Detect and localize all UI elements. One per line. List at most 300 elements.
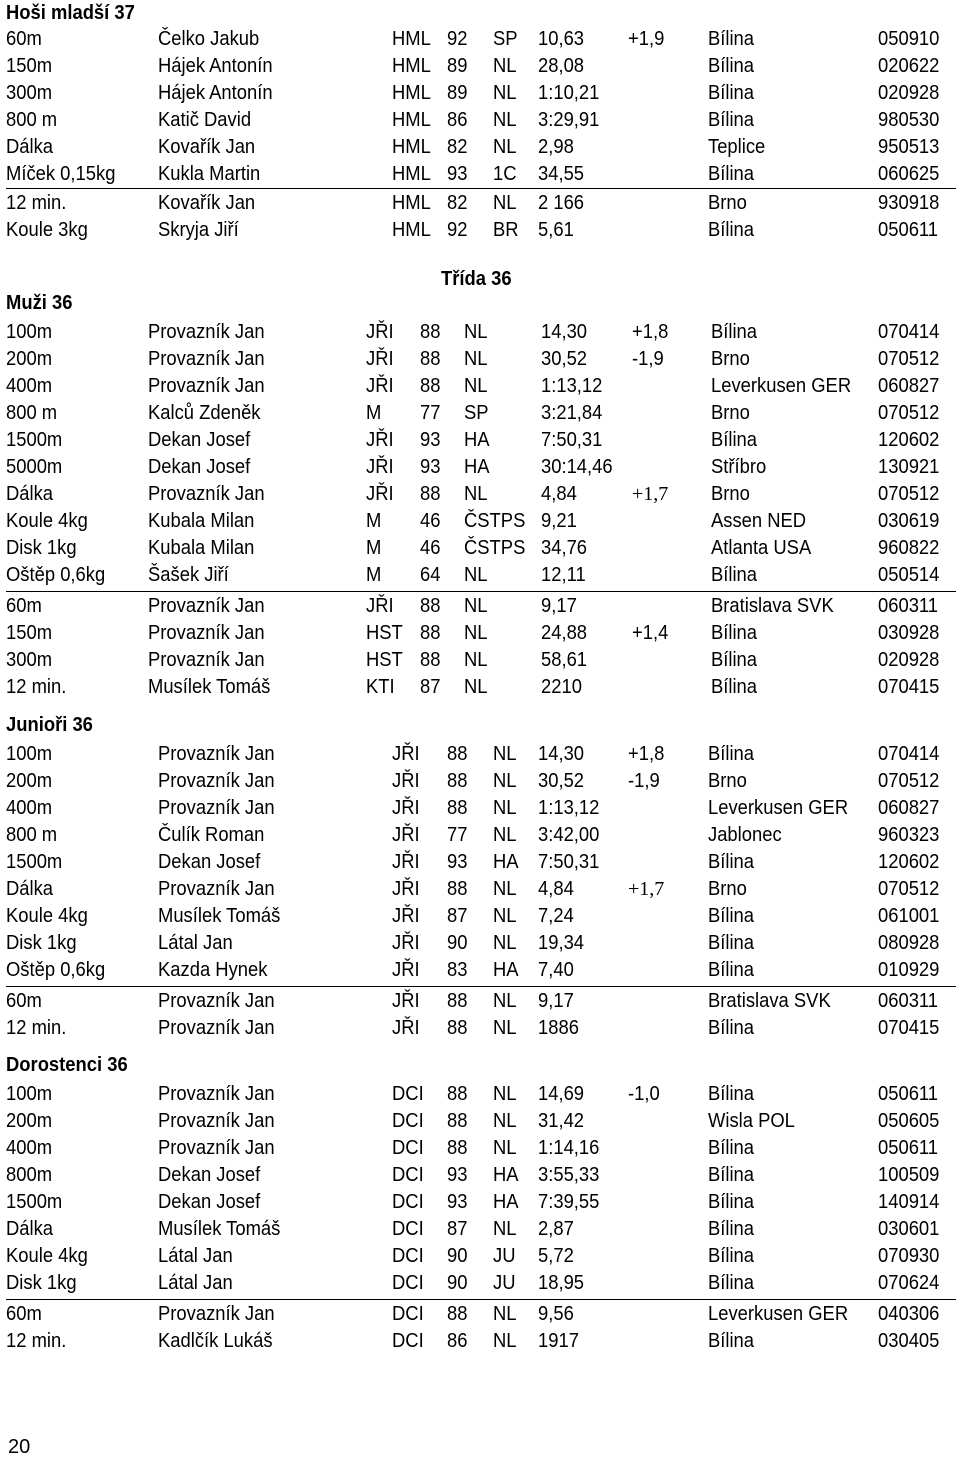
cell-discipline: 100m: [6, 743, 53, 765]
cell-category: NL: [493, 1303, 517, 1325]
cell-wind: +1,8: [632, 321, 669, 343]
cell-date: 061001: [878, 905, 940, 927]
cell-category: HA: [493, 851, 519, 873]
cell-place: Bílina: [708, 851, 755, 873]
cell-category: NL: [464, 348, 488, 370]
cell-category: NL: [493, 905, 517, 927]
cell-date: 050611: [878, 1083, 939, 1105]
cell-category: NL: [493, 192, 517, 214]
cell-athlete: Kovařík Jan: [158, 136, 256, 158]
cell-born: 89: [447, 82, 468, 104]
cell-place: Leverkusen GER: [711, 375, 852, 397]
cell-club: JŘI: [366, 348, 394, 370]
cell-place: Bílina: [708, 82, 755, 104]
cell-category: HA: [493, 1191, 519, 1213]
cell-discipline: 1500m: [6, 429, 63, 451]
cell-date: 070415: [878, 1017, 940, 1039]
table-row: [0, 620, 960, 647]
divider-line: [6, 188, 956, 189]
cell-result: 31,42: [538, 1110, 585, 1132]
cell-born: 93: [447, 1164, 468, 1186]
cell-discipline: 400m: [6, 375, 53, 397]
cell-club: DCI: [392, 1137, 424, 1159]
cell-born: 83: [447, 959, 468, 981]
cell-born: 93: [420, 429, 441, 451]
cell-date: 050514: [878, 564, 940, 586]
cell-born: 90: [447, 932, 468, 954]
cell-athlete: Dekan Josef: [158, 1164, 261, 1186]
cell-athlete: Provazník Jan: [148, 622, 265, 644]
cell-athlete: Kubala Milan: [148, 510, 255, 532]
cell-place: Leverkusen GER: [708, 797, 849, 819]
cell-discipline: 300m: [6, 649, 53, 671]
table-row: [0, 876, 960, 903]
cell-date: 050611: [878, 219, 939, 241]
cell-result: 3:29,91: [538, 109, 600, 131]
cell-place: Bílina: [708, 743, 755, 765]
table-row: [0, 849, 960, 876]
cell-club: DCI: [392, 1110, 424, 1132]
cell-result: 1917: [538, 1330, 579, 1352]
cell-date: 980530: [878, 109, 940, 131]
cell-date: 070415: [878, 676, 940, 698]
cell-date: 060827: [878, 375, 940, 397]
cell-result: 9,17: [541, 595, 577, 617]
cell-born: 88: [420, 649, 441, 671]
cell-result: 7,40: [538, 959, 574, 981]
cell-place: Bílina: [708, 219, 755, 241]
cell-category: NL: [493, 824, 517, 846]
cell-discipline: Oštěp 0,6kg: [6, 564, 106, 586]
cell-category: BR: [493, 219, 519, 241]
cell-athlete: Provazník Jan: [158, 1303, 275, 1325]
cell-result: 3:21,84: [541, 402, 603, 424]
cell-discipline: 200m: [6, 1110, 53, 1132]
cell-wind: -1,9: [628, 770, 660, 792]
cell-discipline: 400m: [6, 1137, 53, 1159]
table-row: [0, 1162, 960, 1189]
cell-place: Bílina: [708, 1272, 755, 1294]
cell-category: NL: [464, 649, 488, 671]
cell-place: Brno: [708, 192, 747, 214]
cell-place: Bílina: [708, 1330, 755, 1352]
table-row: [0, 373, 960, 400]
section-heading-dorostenci: Dorostenci 36: [6, 1054, 128, 1076]
cell-born: 93: [447, 1191, 468, 1213]
cell-athlete: Kovařík Jan: [158, 192, 256, 214]
cell-discipline: Koule 4kg: [6, 905, 88, 927]
cell-athlete: Čelko Jakub: [158, 28, 260, 50]
cell-athlete: Hájek Antonín: [158, 82, 273, 104]
cell-born: 89: [447, 55, 468, 77]
cell-result: 2 166: [538, 192, 585, 214]
cell-discipline: 200m: [6, 770, 53, 792]
cell-born: 87: [447, 1218, 468, 1240]
cell-athlete: Katič David: [158, 109, 252, 131]
cell-category: NL: [493, 1137, 517, 1159]
cell-athlete: Provazník Jan: [148, 595, 265, 617]
table-row: [0, 741, 960, 768]
cell-athlete: Provazník Jan: [158, 743, 275, 765]
cell-category: NL: [464, 676, 488, 698]
cell-result: 14,69: [538, 1083, 585, 1105]
cell-result: 1886: [538, 1017, 579, 1039]
cell-discipline: Dálka: [6, 136, 54, 158]
cell-born: 88: [447, 1083, 468, 1105]
cell-club: JŘI: [392, 743, 420, 765]
cell-wind: +1,9: [628, 28, 665, 50]
cell-date: 070414: [878, 321, 940, 343]
cell-wind: -1,9: [632, 348, 664, 370]
cell-category: SP: [493, 28, 518, 50]
cell-club: DCI: [392, 1272, 424, 1294]
cell-born: 93: [447, 851, 468, 873]
cell-athlete: Dekan Josef: [158, 851, 261, 873]
cell-category: NL: [493, 797, 517, 819]
cell-born: 77: [420, 402, 441, 424]
cell-club: JŘI: [366, 456, 394, 478]
table-row: [0, 795, 960, 822]
section-heading-juniori: Junioři 36: [6, 714, 93, 736]
cell-club: DCI: [392, 1303, 424, 1325]
cell-discipline: 12 min.: [6, 1017, 67, 1039]
cell-born: 88: [420, 375, 441, 397]
cell-place: Bílina: [711, 429, 758, 451]
cell-place: Teplice: [708, 136, 766, 158]
cell-result: 7:50,31: [538, 851, 600, 873]
cell-wind: -1,0: [628, 1083, 660, 1105]
table-row: [0, 454, 960, 481]
table-row: [0, 190, 960, 217]
cell-result: 24,88: [541, 622, 588, 644]
cell-place: Bílina: [708, 109, 755, 131]
cell-club: M: [366, 510, 382, 532]
cell-club: KTI: [366, 676, 395, 698]
cell-category: NL: [464, 375, 488, 397]
table-row: [0, 768, 960, 795]
cell-result: 18,95: [538, 1272, 585, 1294]
cell-date: 020622: [878, 55, 940, 77]
cell-discipline: 1500m: [6, 1191, 63, 1213]
cell-born: 88: [447, 1017, 468, 1039]
cell-born: 77: [447, 824, 468, 846]
cell-wind: +1,8: [628, 743, 665, 765]
cell-place: Stříbro: [711, 456, 767, 478]
cell-athlete: Šašek Jiří: [148, 564, 229, 586]
cell-born: 88: [420, 595, 441, 617]
cell-category: JU: [493, 1272, 516, 1294]
cell-discipline: Dálka: [6, 1218, 54, 1240]
cell-club: JŘI: [392, 824, 420, 846]
cell-club: HML: [392, 109, 431, 131]
cell-wind: +1,7: [628, 878, 665, 900]
cell-place: Bílina: [711, 676, 758, 698]
cell-club: M: [366, 564, 382, 586]
cell-discipline: Dálka: [6, 483, 54, 505]
cell-date: 030928: [878, 622, 940, 644]
cell-category: HA: [464, 429, 490, 451]
cell-place: Bílina: [711, 649, 758, 671]
cell-category: HA: [493, 959, 519, 981]
table-row: [0, 319, 960, 346]
cell-category: SP: [464, 402, 489, 424]
cell-born: 88: [420, 622, 441, 644]
cell-result: 4,84: [541, 483, 577, 505]
cell-born: 88: [447, 797, 468, 819]
table-row: [0, 134, 960, 161]
cell-date: 120602: [878, 851, 940, 873]
cell-wind: +1,4: [632, 622, 669, 644]
table-row: [0, 107, 960, 134]
cell-result: 30,52: [541, 348, 588, 370]
cell-athlete: Dekan Josef: [158, 1191, 261, 1213]
table-row: [0, 26, 960, 53]
cell-date: 070512: [878, 348, 940, 370]
cell-place: Brno: [711, 483, 750, 505]
cell-result: 1:10,21: [538, 82, 600, 104]
cell-born: 88: [447, 1137, 468, 1159]
cell-place: Jablonec: [708, 824, 782, 846]
cell-discipline: 5000m: [6, 456, 63, 478]
cell-born: 88: [447, 990, 468, 1012]
cell-date: 070512: [878, 770, 940, 792]
cell-place: Brno: [708, 878, 747, 900]
table-row: [0, 674, 960, 701]
cell-result: 58,61: [541, 649, 588, 671]
cell-discipline: Koule 3kg: [6, 219, 88, 241]
class-heading: Třída 36: [441, 268, 512, 290]
cell-athlete: Provazník Jan: [158, 1017, 275, 1039]
table-row: [0, 647, 960, 674]
table-row: [0, 1270, 960, 1297]
cell-date: 030619: [878, 510, 940, 532]
cell-result: 7:50,31: [541, 429, 603, 451]
table-row: [0, 400, 960, 427]
cell-result: 1:13,12: [538, 797, 600, 819]
cell-place: Leverkusen GER: [708, 1303, 849, 1325]
cell-athlete: Provazník Jan: [158, 990, 275, 1012]
cell-date: 050611: [878, 1137, 939, 1159]
table-row: [0, 346, 960, 373]
cell-born: 88: [447, 1110, 468, 1132]
table-row: [0, 1135, 960, 1162]
cell-club: DCI: [392, 1330, 424, 1352]
cell-place: Bílina: [708, 1245, 755, 1267]
table-row: [0, 562, 960, 589]
cell-category: NL: [493, 743, 517, 765]
cell-born: 46: [420, 537, 441, 559]
cell-date: 080928: [878, 932, 940, 954]
cell-club: HST: [366, 649, 403, 671]
cell-date: 070512: [878, 878, 940, 900]
cell-date: 050910: [878, 28, 940, 50]
cell-born: 88: [447, 1303, 468, 1325]
cell-place: Bílina: [708, 1164, 755, 1186]
cell-category: NL: [493, 878, 517, 900]
cell-date: 930918: [878, 192, 940, 214]
table-row: [0, 1301, 960, 1328]
cell-athlete: Hájek Antonín: [158, 55, 273, 77]
cell-discipline: 12 min.: [6, 192, 67, 214]
cell-born: 82: [447, 136, 468, 158]
cell-category: NL: [464, 595, 488, 617]
cell-club: M: [366, 402, 382, 424]
cell-category: 1C: [493, 163, 517, 185]
cell-result: 7,24: [538, 905, 574, 927]
cell-place: Bílina: [711, 321, 758, 343]
cell-athlete: Čulík Roman: [158, 824, 265, 846]
cell-discipline: 800m: [6, 1164, 53, 1186]
cell-category: HA: [493, 1164, 519, 1186]
cell-club: HML: [392, 192, 431, 214]
cell-date: 020928: [878, 82, 940, 104]
cell-club: JŘI: [392, 959, 420, 981]
cell-discipline: Koule 4kg: [6, 1245, 88, 1267]
cell-place: Bílina: [708, 55, 755, 77]
cell-category: NL: [464, 321, 488, 343]
cell-category: ČSTPS: [464, 510, 526, 532]
cell-born: 90: [447, 1245, 468, 1267]
cell-result: 9,21: [541, 510, 577, 532]
cell-result: 3:55,33: [538, 1164, 600, 1186]
cell-result: 2,87: [538, 1218, 574, 1240]
cell-result: 2210: [541, 676, 582, 698]
cell-athlete: Kubala Milan: [148, 537, 255, 559]
page-number: 20: [8, 1436, 31, 1458]
cell-athlete: Musílek Tomáš: [158, 905, 281, 927]
cell-result: 5,61: [538, 219, 574, 241]
cell-category: NL: [493, 932, 517, 954]
table-row: [0, 593, 960, 620]
cell-place: Bílina: [708, 1191, 755, 1213]
cell-athlete: Látal Jan: [158, 1272, 233, 1294]
cell-result: 34,55: [538, 163, 585, 185]
cell-born: 86: [447, 1330, 468, 1352]
cell-athlete: Provazník Jan: [148, 321, 265, 343]
cell-club: JŘI: [392, 797, 420, 819]
cell-athlete: Kukla Martin: [158, 163, 261, 185]
cell-category: NL: [493, 55, 517, 77]
cell-result: 9,17: [538, 990, 574, 1012]
table-row: [0, 957, 960, 984]
cell-born: 90: [447, 1272, 468, 1294]
cell-place: Atlanta USA: [711, 537, 812, 559]
divider-line: [6, 986, 956, 987]
cell-club: HST: [366, 622, 403, 644]
cell-discipline: 800 m: [6, 824, 58, 846]
cell-category: NL: [493, 1110, 517, 1132]
cell-club: JŘI: [366, 321, 394, 343]
cell-date: 070930: [878, 1245, 940, 1267]
cell-club: DCI: [392, 1083, 424, 1105]
cell-category: NL: [493, 1330, 517, 1352]
cell-born: 88: [420, 483, 441, 505]
table-row: [0, 822, 960, 849]
cell-discipline: 300m: [6, 82, 53, 104]
cell-date: 030405: [878, 1330, 940, 1352]
cell-result: 34,76: [541, 537, 588, 559]
cell-date: 010929: [878, 959, 940, 981]
table-row: [0, 481, 960, 508]
cell-category: NL: [493, 990, 517, 1012]
cell-discipline: Oštěp 0,6kg: [6, 959, 106, 981]
cell-date: 060311: [878, 990, 939, 1012]
cell-discipline: 60m: [6, 595, 42, 617]
cell-category: ČSTPS: [464, 537, 526, 559]
cell-athlete: Látal Jan: [158, 1245, 233, 1267]
cell-place: Bílina: [708, 1017, 755, 1039]
cell-category: JU: [493, 1245, 516, 1267]
cell-result: 19,34: [538, 932, 585, 954]
cell-place: Bílina: [708, 905, 755, 927]
cell-discipline: 60m: [6, 28, 42, 50]
cell-place: Brno: [708, 770, 747, 792]
cell-club: M: [366, 537, 382, 559]
cell-athlete: Kazda Hynek: [158, 959, 268, 981]
cell-club: JŘI: [392, 770, 420, 792]
cell-born: 88: [420, 348, 441, 370]
cell-category: NL: [493, 82, 517, 104]
cell-discipline: 800 m: [6, 402, 58, 424]
section-heading-muzi: Muži 36: [6, 292, 73, 314]
table-row: [0, 535, 960, 562]
table-row: [0, 1328, 960, 1355]
cell-discipline: 150m: [6, 55, 53, 77]
cell-discipline: 1500m: [6, 851, 63, 873]
cell-date: 060625: [878, 163, 940, 185]
cell-discipline: 100m: [6, 1083, 53, 1105]
cell-result: 2,98: [538, 136, 574, 158]
cell-category: NL: [493, 1017, 517, 1039]
cell-place: Bílina: [708, 1218, 755, 1240]
cell-date: 070512: [878, 483, 940, 505]
cell-discipline: Koule 4kg: [6, 510, 88, 532]
cell-born: 88: [420, 321, 441, 343]
cell-date: 030601: [878, 1218, 940, 1240]
cell-discipline: 60m: [6, 1303, 42, 1325]
cell-discipline: Disk 1kg: [6, 537, 77, 559]
cell-date: 060311: [878, 595, 939, 617]
table-row: [0, 1081, 960, 1108]
cell-athlete: Provazník Jan: [158, 878, 275, 900]
cell-club: JŘI: [366, 375, 394, 397]
cell-athlete: Provazník Jan: [158, 1110, 275, 1132]
table-row: [0, 930, 960, 957]
cell-result: 12,11: [541, 564, 586, 586]
cell-athlete: Provazník Jan: [158, 1083, 275, 1105]
cell-result: 10,63: [538, 28, 585, 50]
cell-athlete: Dekan Josef: [148, 429, 251, 451]
cell-place: Bratislava SVK: [708, 990, 831, 1012]
cell-athlete: Kalců Zdeněk: [148, 402, 261, 424]
cell-born: 92: [447, 28, 468, 50]
cell-athlete: Provazník Jan: [148, 483, 265, 505]
cell-date: 020928: [878, 649, 940, 671]
cell-born: 82: [447, 192, 468, 214]
cell-date: 040306: [878, 1303, 940, 1325]
cell-athlete: Látal Jan: [158, 932, 233, 954]
cell-athlete: Provazník Jan: [148, 348, 265, 370]
cell-category: NL: [464, 622, 488, 644]
cell-date: 960822: [878, 537, 940, 559]
cell-athlete: Kadlčík Lukáš: [158, 1330, 273, 1352]
cell-discipline: Disk 1kg: [6, 1272, 77, 1294]
cell-discipline: Disk 1kg: [6, 932, 77, 954]
cell-club: HML: [392, 55, 431, 77]
cell-club: JŘI: [392, 851, 420, 873]
cell-discipline: 12 min.: [6, 1330, 67, 1352]
table-row: [0, 988, 960, 1015]
